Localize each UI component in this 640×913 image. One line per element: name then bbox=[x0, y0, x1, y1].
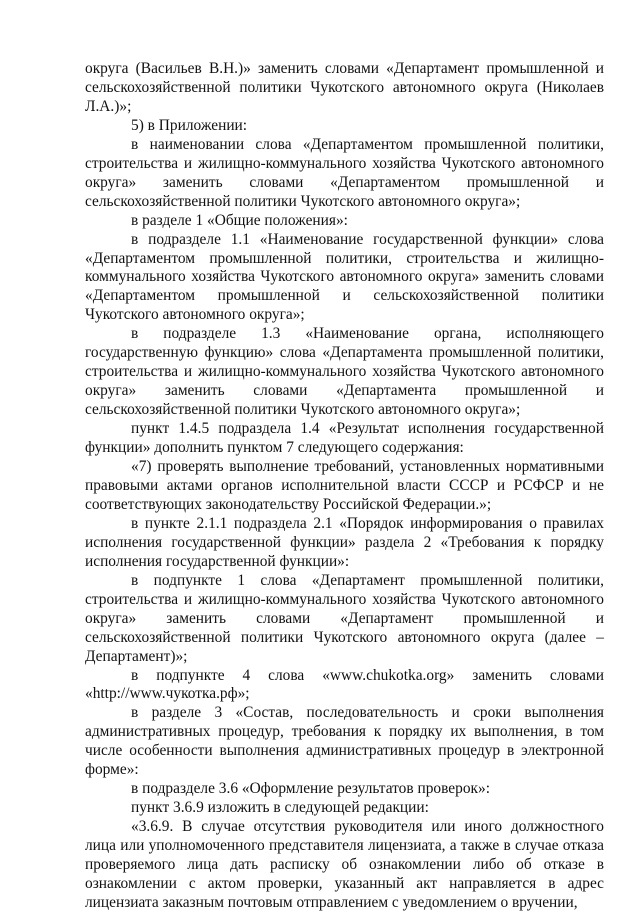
paragraph: в разделе 3 «Состав, последовательность и сроки выполнения административных процедур, требования к порядку их выполнения, в том числе особенности выполнения административных процедур в электронной форме»: bbox=[85, 704, 604, 779]
paragraph: пункт 1.4.5 подраздела 1.4 «Результат исполнения государственной функции» дополнить пунктом 7 следующего содержания: bbox=[85, 420, 604, 457]
paragraph: «7) проверять выполнение требований, установленных нормативными правовыми актами органов исполнительной власти СССР и РСФСР и не соответствующих законодательству Российской Федерации.»; bbox=[85, 458, 604, 513]
paragraph: 5) в Приложении: bbox=[131, 116, 248, 134]
document-body bbox=[85, 60, 604, 913]
paragraph: «3.6.9. В случае отсутствия руководителя или иного должностного лица или уполномоченного представителя лицензиата, а также в случае отказа проверяемого лица дать расписку об ознакомлении либо об отказе в ознакомлении с актом проверки, указанный акт направляется в адрес лицензиата заказным почтовым отправлением с уведомлением о вручении, bbox=[85, 818, 604, 911]
paragraph: округа (Васильев В.Н.)» заменить словами «Департамент промышленной и сельскохозяйственной политики Чукотского автономного округа (Николаев Л.А.)»; bbox=[85, 60, 604, 115]
paragraph: в подпункте 4 слова «www.chukotka.org» заменить словами «http://www.чукотка.рф»; bbox=[85, 666, 604, 703]
paragraph: в пункте 2.1.1 подраздела 2.1 «Порядок информирования о правилах исполнения государственной функции» раздела 2 «Требования к порядку исполнения государственной функции»: bbox=[85, 514, 604, 570]
paragraph: в подразделе 3.6 «Оформление результатов проверок»: bbox=[131, 780, 490, 798]
paragraph: пункт 3.6.9 изложить в следующей редакции: bbox=[131, 799, 429, 817]
paragraph: в разделе 1 «Общие положения»: bbox=[131, 211, 348, 229]
paragraph: в наименовании слова «Департаментом промышленной политики, строительства и жилищно-коммунального хозяйства Чукотского автономного округа» заменить словами «Департаментом промышленной и сельскохозяйственной политики Чукотского автономного округа»; bbox=[85, 135, 604, 210]
paragraph: в подразделе 1.1 «Наименование государственной функции» слова «Департаментом промышленной политики, строительства и жилищно-коммунального хозяйства Чукотского автономного округа» заменить словами «Департаментом промышленной и сельскохозяйственной политики Чукотского автономного округа»; bbox=[85, 230, 604, 324]
paragraph: в подразделе 1.3 «Наименование органа, исполняющего государственную функцию» слова «Департамента промышленной политики, строительства и жилищно-коммунального хозяйства Чукотского автономного округа» заменить словами «Департамента промышленной и сельскохозяйственной политики Чукотского автономного округа»; bbox=[85, 325, 604, 419]
paragraph: в подпункте 1 слова «Департамент промышленной политики, строительства и жилищно-коммунального хозяйства Чукотского автономного округа» заменить словами «Департамент промышленной и сельскохозяйственной политики Чукотского автономного округа (далее – Департамент)»; bbox=[85, 571, 604, 665]
